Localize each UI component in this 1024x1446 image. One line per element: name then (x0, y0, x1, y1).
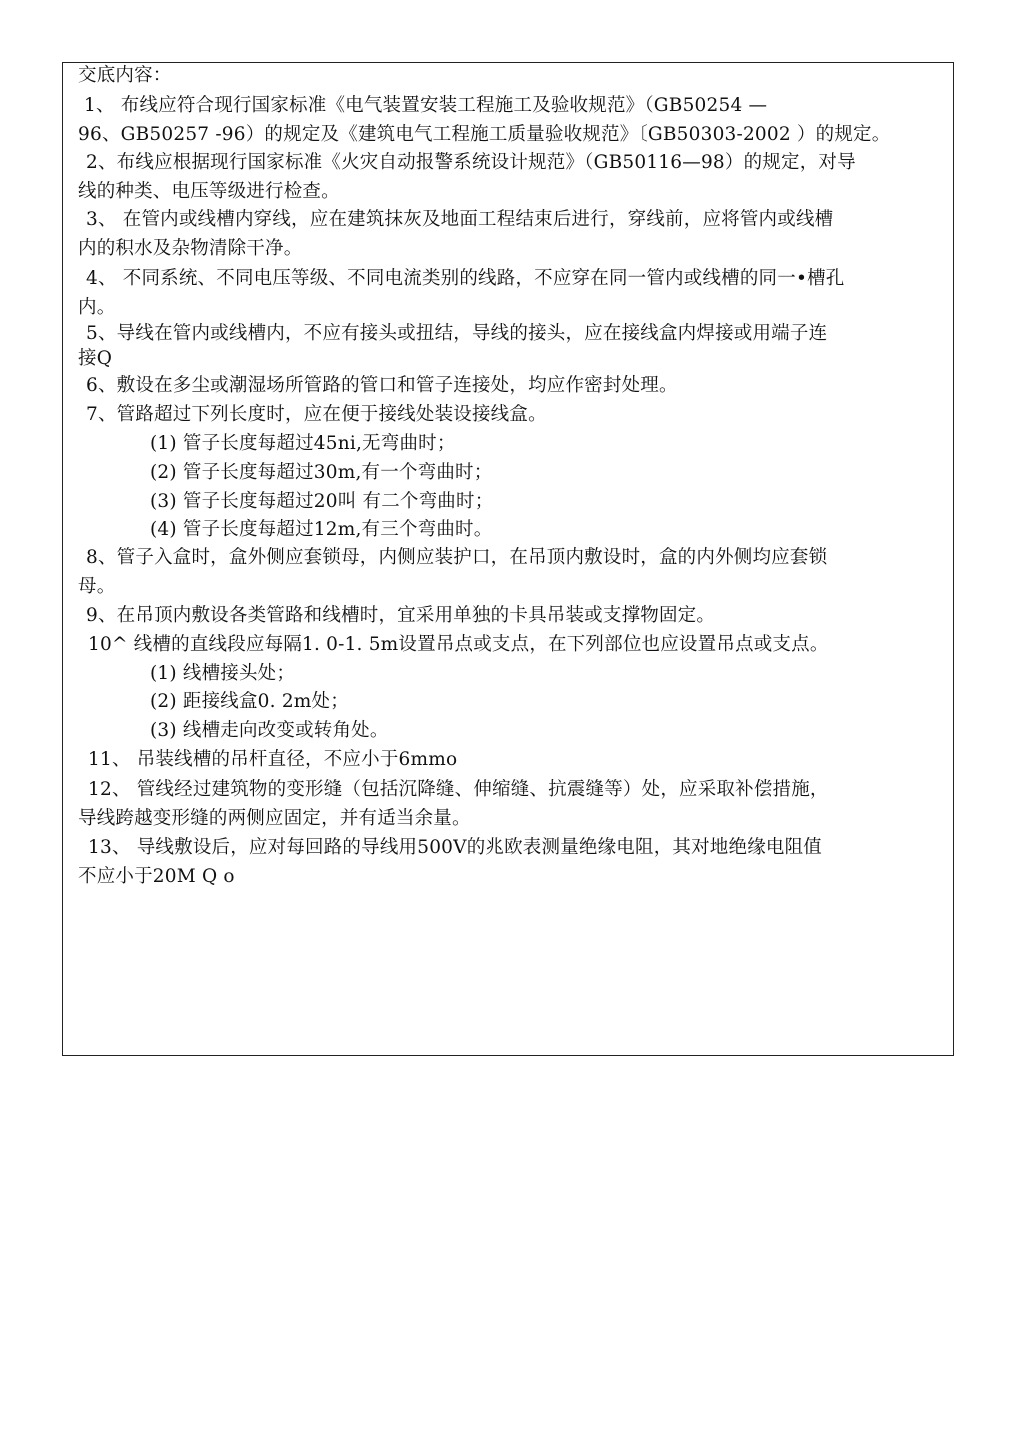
item-4-line-1: 4、 不同系统、不同电压等级、不同电流类别的线路，不应穿在同一管内或线槽的同一•槽孔 (86, 268, 845, 289)
item-12-line-2: 导线跨越变形缝的两侧应固定，并有适当余量。 (78, 808, 471, 829)
item-13-line-2: 不应小于20M Q o (78, 866, 235, 887)
item-10-sub-1: (1) 线槽接头处； (150, 663, 296, 684)
item-3-line-2: 内的积水及杂物清除干净。 (78, 238, 303, 259)
item-3-line-1: 3、 在管内或线槽内穿线，应在建筑抹灰及地面工程结束后进行，穿线前，应将管内或线槽 (86, 209, 834, 230)
item-5-line-1: 5、导线在管内或线槽内，不应有接头或扭结，导线的接头，应在接线盒内焊接或用端子连 (86, 323, 828, 344)
item-8-line-2: 母。 (78, 576, 116, 597)
item-10-sub-3: (3) 线槽走向改变或转角处。 (150, 720, 389, 741)
item-1-line-2: 96、GB50257 -96）的规定及《建筑电气工程施工质量验收规范》〔GB50303-2002 ）的规定。 (78, 124, 891, 145)
item-10-sub-2: (2) 距接线盒0. 2m处； (150, 691, 349, 712)
item-7-sub-2: (2) 管子长度每超过30m,有一个弯曲时； (150, 462, 493, 483)
item-8-line-1: 8、管子入盒时，盒外侧应套锁母，内侧应装护口，在吊顶内敷设时，盒的内外侧均应套锁 (86, 547, 828, 568)
item-7-sub-3: (3) 管子长度每超过20叫 有二个弯曲时； (150, 491, 494, 512)
item-4-line-2: 内。 (78, 297, 116, 318)
item-6-line-1: 6、敷设在多尘或潮湿场所管路的管口和管子连接处，均应作密封处理。 (86, 375, 678, 396)
item-7-line-1: 7、管路超过下列长度时，应在便于接线处装设接线盒。 (86, 404, 547, 425)
item-11-line-1: 11、 吊装线槽的吊杆直径，不应小于6mmo (88, 749, 458, 770)
item-7-sub-1: (1) 管子长度每超过45ni,无弯曲时； (150, 433, 456, 454)
item-9-line-1: 9、在吊顶内敷设各类管路和线槽时，宜采用单独的卡具吊装或支撑物固定。 (86, 605, 716, 626)
section-heading: 交底内容： (78, 65, 172, 86)
item-2-line-1: 2、布线应根据现行国家标准《火灾自动报警系统设计规范》（GB50116—98）的规定，对导 (86, 152, 856, 173)
item-7-sub-4: (4) 管子长度每超过12m,有三个弯曲时。 (150, 519, 493, 540)
item-12-line-1: 12、 管线经过建筑物的变形缝（包括沉降缝、伸缩缝、抗震缝等）处，应采取补偿措施， (88, 779, 829, 800)
item-10-line-1: 10^ 线槽的直线段应每隔1. 0-1. 5m设置吊点或支点，在下列部位也应设置吊点或支点。 (88, 634, 829, 655)
item-2-line-2: 线的种类、电压等级进行检查。 (78, 181, 340, 202)
item-5-line-2: 接Q (78, 348, 113, 369)
item-13-line-1: 13、 导线敷设后，应对每回路的导线用500V的兆欧表测量绝缘电阻，其对地绝缘电阻值 (88, 837, 822, 858)
item-1-line-1: 1、 布线应符合现行国家标准《电气装置安装工程施工及验收规范》（GB50254 — (84, 95, 768, 116)
